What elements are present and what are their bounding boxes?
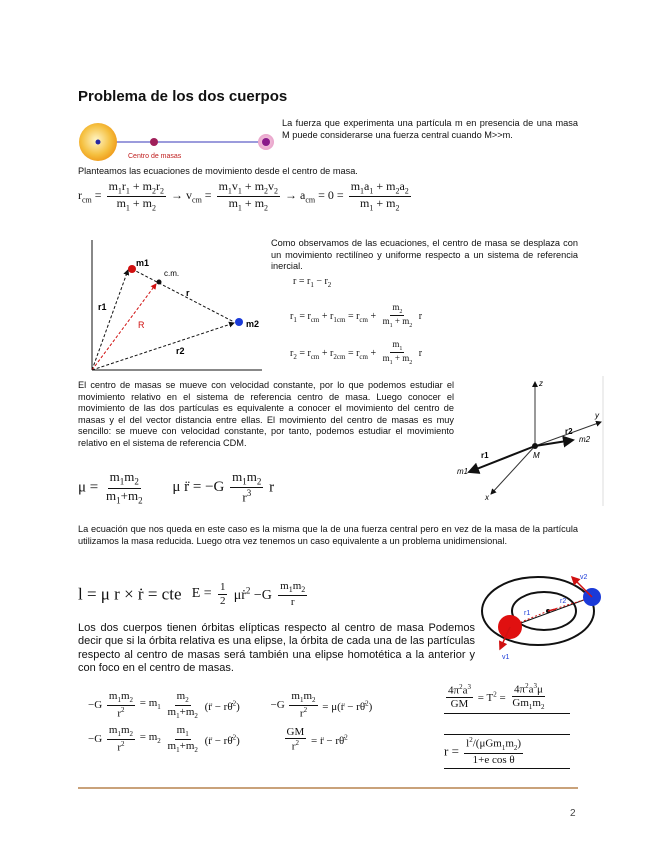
svg-text:m1: m1 (457, 467, 469, 476)
svg-text:c.m.: c.m. (164, 269, 180, 278)
sun-center-dot (96, 140, 101, 145)
R-vector (92, 284, 156, 370)
planet-core (262, 138, 270, 146)
orbits-figure (476, 565, 604, 665)
svg-text:r1: r1 (524, 610, 531, 617)
axes-3d-figure (455, 376, 605, 506)
m1-dot (128, 265, 136, 273)
svg-text:r1: r1 (98, 302, 107, 312)
orbit-equations-left: −G $\frac{m_1m_2}{r^2}$ = $m_1$ $\frac{m_2}{m_1+m_2}$ (r̈ − rθ̇$^2$) −G $\frac{m_1m_2}{r^2}$ = μ(r̈ − rθ̇$^2$) −G $\frac{m_1m_2}{r^2}$ = $m_2$ $\frac{m_1}{m_1+m_2}$ (r̈ − rθ̇$^2$) $\frac{GM}{r^2}$ = r̈ − rθ̇$^2$ (88, 690, 373, 755)
cm-equations: $r_{cm}$ = $\frac{m_1r_1 + m_2r_2}{m_1 + m_2}$ → $v_{cm}$ = $\frac{m_1v_1 + m_2v_2}{m_1 + m_2}$ → $a_{cm} = 0$ = $\frac{m_1a_1 + m_2a_2}{m_1 + m_2}$ (78, 179, 409, 213)
center-of-mass-dot (150, 138, 158, 146)
svg-text:v2: v2 (580, 574, 588, 581)
m2-dot (235, 318, 243, 326)
r2-vector (92, 323, 234, 370)
orbits-paragraph: Los dos cuerpos tienen órbitas elípticas respecto al centro de masa Podemos decir que si la órbita relativa es una elipse, la órbita de cada una de las partículas respecto al centro de masas será también una elipse homotética a la anterior y con foco en el centro de masas. (78, 622, 475, 675)
vector-diagram (84, 236, 266, 376)
svg-text:m1: m1 (136, 258, 150, 268)
svg-text:m2: m2 (246, 319, 260, 329)
svg-text:r2: r2 (176, 346, 185, 356)
svg-text:z: z (539, 379, 543, 388)
intro-paragraph: La fuerza que experimenta una partícula m en presencia de una masa M puede considerarse una fuerza central cuando M>>m. (282, 118, 578, 140)
cm-dot (157, 280, 162, 285)
reduced-mass-equation: μ = $\frac{m_1m_2}{m_1+m_2}$ μ r̈ = −G $\frac{m_1m_2}{r^3}$ r (78, 469, 275, 506)
cdm-paragraph: El centro de masas se mueve con velocidad constante, por lo que podemos estudiar el movimiento relativo en el sistema de referencia centro de masa. Luego conocer el movimiento de las dos partículas es equivalente a conocer el movimiento del centro de masas y el del vector distancia entre ellas. El movimiento del centro de masas es muy sencillo: se mueve con velocidad constante, por tanto, podemos estudiar el movimiento relativo en el sistema de referencia CDM. (78, 380, 454, 448)
page-number: 2 (570, 808, 576, 819)
page-title: Problema de los dos cuerpos (78, 88, 288, 105)
footer-rule (78, 787, 578, 789)
cm-paragraph: Como observamos de las ecuaciones, el centro de masa se desplaza con un movimiento rectilíneo y uniforme respecto a un sistema de referencia inercial. (271, 238, 578, 272)
svg-text:r: r (186, 288, 190, 298)
svg-text:M: M (533, 451, 540, 460)
equations-intro: Planteamos las ecuaciones de movimiento desde el centro de masa. (78, 166, 358, 176)
svg-text:x: x (485, 493, 489, 502)
relative-position-equations: $r = r_1 - r_2$ $r_1 = r_{cm} + r_{1cm} = r_{cm}$ + $\frac{m_2}{m_1 + m_2}$ r $r_2 = r_{cm} + r_{2cm} = r_{cm}$ + $\frac{m_1}{m_1 + m_2}$ r (290, 276, 423, 367)
svg-text:r2: r2 (560, 598, 567, 605)
svg-text:R: R (138, 320, 145, 330)
angular-momentum-equation: l = μ r × ṙ = cte E = $\frac{1}{2}$ μṙ$^2$ −G $\frac{m_1m_2}{r}$ (78, 580, 306, 608)
orbit-conic-equation: r = $\frac{l^2/(\mu Gm_1m_2)}{\text{1+e cos θ}}$ (444, 734, 570, 769)
svg-text:y: y (595, 411, 599, 420)
svg-text:r1: r1 (481, 451, 489, 460)
reduced-mass-paragraph: La ecuación que nos queda en este caso es la misma que la de una fuerza central pero en vez de la masa de la partícula utilizamos la masa reducida. Luego otra vez tenemos un caso equivalente a un problema unidimensional. (78, 524, 578, 546)
two-body-figure (78, 122, 278, 164)
svg-text:v1: v1 (502, 654, 510, 661)
svg-text:m2: m2 (579, 435, 591, 444)
svg-text:r2: r2 (565, 427, 573, 436)
kepler-law-box: $\frac{4\pi^2a^3}{GM}$ = $T^2$ = $\frac{4\pi^2a^3\mu}{Gm_1m_2}$ (444, 683, 570, 714)
r1-vector (92, 270, 128, 370)
center-of-mass-label: Centro de masas (128, 153, 182, 160)
